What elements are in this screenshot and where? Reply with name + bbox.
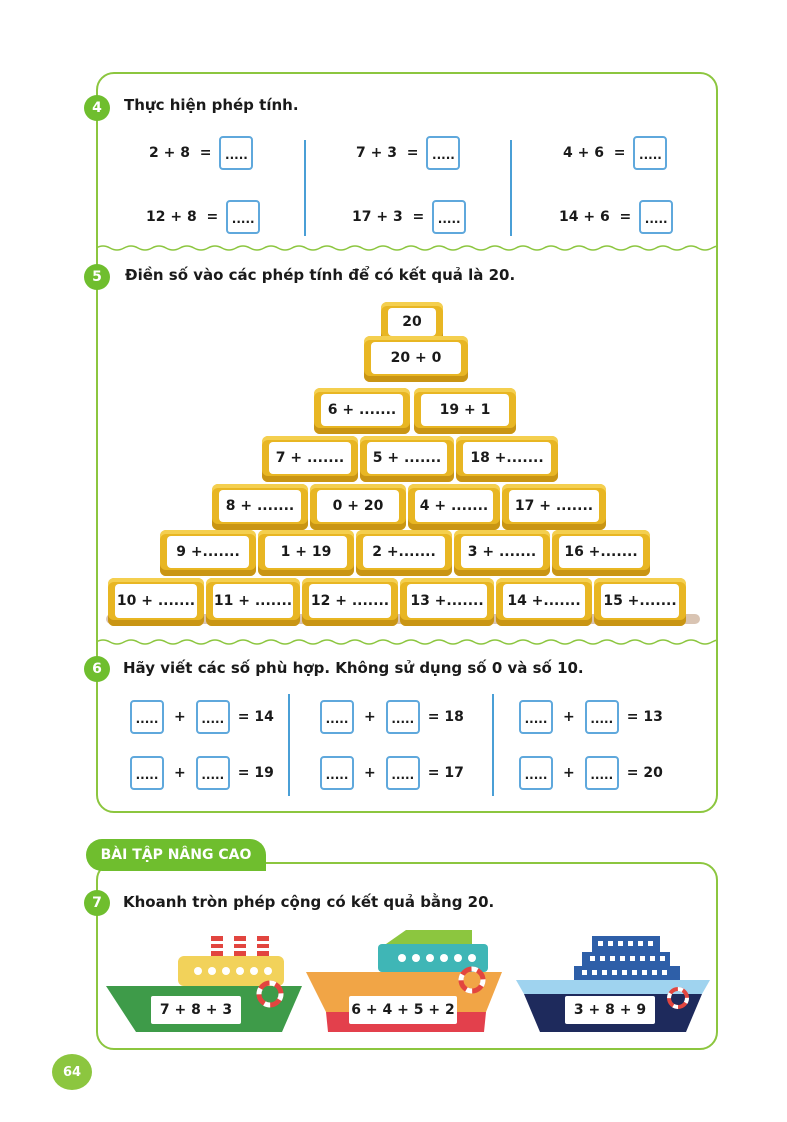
hay-bale <box>206 578 300 626</box>
hay-bale <box>108 578 204 626</box>
plus-sign: + <box>174 765 186 781</box>
column-divider <box>492 694 494 796</box>
section-divider-wave <box>96 638 718 646</box>
bale-expression[interactable]: 12 + ....... <box>309 584 391 618</box>
answer-box[interactable]: ..... <box>585 756 619 790</box>
ex6-result: = 17 <box>427 765 464 781</box>
bale-expression[interactable]: 14 +....... <box>503 584 585 618</box>
bale-expression[interactable]: 13 +....... <box>407 584 487 618</box>
ex4-equation: 12 + 8 = ..... <box>146 199 260 235</box>
hay-bale <box>302 578 398 626</box>
boat-expression[interactable]: 6 + 4 + 5 + 2 <box>349 996 457 1024</box>
ex6-result: = 14 <box>237 709 274 725</box>
bale-expression[interactable]: 15 +....... <box>601 584 679 618</box>
exercise-6-badge: 6 <box>84 656 110 682</box>
answer-box[interactable]: ..... <box>426 136 460 170</box>
bale-expression[interactable]: 11 + ....... <box>213 584 293 618</box>
bale-expression[interactable]: 18 +....... <box>463 442 551 474</box>
answer-box[interactable]: ..... <box>219 136 253 170</box>
ex4-equation: 2 + 8 = ..... <box>149 135 253 171</box>
bale-expression: 1 + 19 <box>265 536 347 568</box>
answer-box[interactable]: ..... <box>386 700 420 734</box>
ex6-equation <box>130 699 274 735</box>
column-divider <box>288 694 290 796</box>
ex4-expression: 4 + 6 <box>563 145 604 161</box>
hay-bale <box>414 388 516 434</box>
plus-sign: + <box>563 765 575 781</box>
answer-box[interactable]: ..... <box>196 756 230 790</box>
hay-bale <box>212 484 308 530</box>
exercise-5-badge: 5 <box>84 264 110 290</box>
ex4-expression: 17 + 3 <box>352 209 403 225</box>
exercise-4-badge: 4 <box>84 95 110 121</box>
plus-sign: + <box>563 709 575 725</box>
ex6-result: = 19 <box>237 765 274 781</box>
hay-bale <box>456 436 558 482</box>
plus-sign: + <box>364 765 376 781</box>
hay-bale <box>496 578 592 626</box>
ex4-equation: 17 + 3 = ..... <box>352 199 466 235</box>
plus-sign: + <box>364 709 376 725</box>
hay-bale <box>400 578 494 626</box>
ex4-equation: 14 + 6 = ..... <box>559 199 673 235</box>
ex6-result: = 20 <box>626 765 663 781</box>
bale-expression: 20 <box>388 308 436 336</box>
page-number: 64 <box>52 1054 92 1090</box>
ex6-result: = 18 <box>427 709 464 725</box>
bale-expression: 20 + 0 <box>371 342 461 374</box>
answer-box[interactable]: ..... <box>130 700 164 734</box>
advanced-section-tag: BÀI TẬP NÂNG CAO <box>86 839 266 871</box>
answer-box[interactable]: ..... <box>519 756 553 790</box>
hay-bale <box>356 530 452 576</box>
answer-box[interactable]: ..... <box>633 136 667 170</box>
ex4-expression: 12 + 8 <box>146 209 197 225</box>
answer-box[interactable]: ..... <box>639 200 673 234</box>
ex4-equation: 4 + 6 = ..... <box>563 135 667 171</box>
hay-bale <box>160 530 256 576</box>
ex6-equation <box>130 755 274 791</box>
answer-box[interactable]: ..... <box>320 700 354 734</box>
ex6-result: = 13 <box>626 709 663 725</box>
bale-expression[interactable]: 5 + ....... <box>367 442 447 474</box>
bale-expression[interactable]: 3 + ....... <box>461 536 543 568</box>
exercise-6-title: Hãy viết các số phù hợp. Không sử dụng số 0 và số 10. <box>123 659 584 677</box>
bale-expression[interactable]: 2 +....... <box>363 536 445 568</box>
answer-box[interactable]: ..... <box>226 200 260 234</box>
answer-box[interactable]: ..... <box>585 700 619 734</box>
bale-expression[interactable]: 16 +....... <box>559 536 643 568</box>
column-divider <box>304 140 306 236</box>
ex4-expression: 7 + 3 <box>356 145 397 161</box>
hay-bale <box>310 484 406 530</box>
answer-box[interactable]: ..... <box>320 756 354 790</box>
ex6-equation <box>519 755 663 791</box>
exercise-7-badge: 7 <box>84 890 110 916</box>
ex4-expression: 14 + 6 <box>559 209 610 225</box>
ex6-equation <box>519 699 663 735</box>
bale-expression: 0 + 20 <box>317 490 399 522</box>
boat-expression[interactable]: 3 + 8 + 9 <box>565 996 655 1024</box>
ex6-equation <box>320 699 464 735</box>
boat-expression[interactable]: 7 + 8 + 3 <box>151 996 241 1024</box>
column-divider <box>510 140 512 236</box>
answer-box[interactable]: ..... <box>432 200 466 234</box>
bale-expression: 19 + 1 <box>421 394 509 426</box>
hay-bale <box>454 530 550 576</box>
hay-bale <box>258 530 354 576</box>
hay-bale <box>408 484 500 530</box>
exercise-7-title: Khoanh tròn phép cộng có kết quả bằng 20. <box>123 893 495 911</box>
answer-box[interactable]: ..... <box>196 700 230 734</box>
exercise-5-title: Điền số vào các phép tính để có kết quả là 20. <box>125 266 516 284</box>
bale-expression[interactable]: 10 + ....... <box>115 584 197 618</box>
hay-bale <box>262 436 358 482</box>
exercise-4-title: Thực hiện phép tính. <box>124 96 299 114</box>
ex4-expression: 2 + 8 <box>149 145 190 161</box>
bale-expression[interactable]: 4 + ....... <box>415 490 493 522</box>
answer-box[interactable]: ..... <box>519 700 553 734</box>
hay-bale <box>314 388 410 434</box>
bale-expression[interactable]: 8 + ....... <box>219 490 301 522</box>
bale-expression[interactable]: 7 + ....... <box>269 442 351 474</box>
bale-expression[interactable]: 9 +....... <box>167 536 249 568</box>
plus-sign: + <box>174 709 186 725</box>
bale-expression[interactable]: 17 + ....... <box>509 490 599 522</box>
hay-bale <box>360 436 454 482</box>
hay-bale <box>364 336 468 382</box>
hay-bale <box>502 484 606 530</box>
ex6-equation <box>320 755 464 791</box>
bale-expression[interactable]: 6 + ....... <box>321 394 403 426</box>
section-divider-wave <box>96 244 718 252</box>
ex4-equation: 7 + 3 = ..... <box>356 135 460 171</box>
hay-bale <box>552 530 650 576</box>
answer-box[interactable]: ..... <box>386 756 420 790</box>
hay-bale <box>594 578 686 626</box>
answer-box[interactable]: ..... <box>130 756 164 790</box>
